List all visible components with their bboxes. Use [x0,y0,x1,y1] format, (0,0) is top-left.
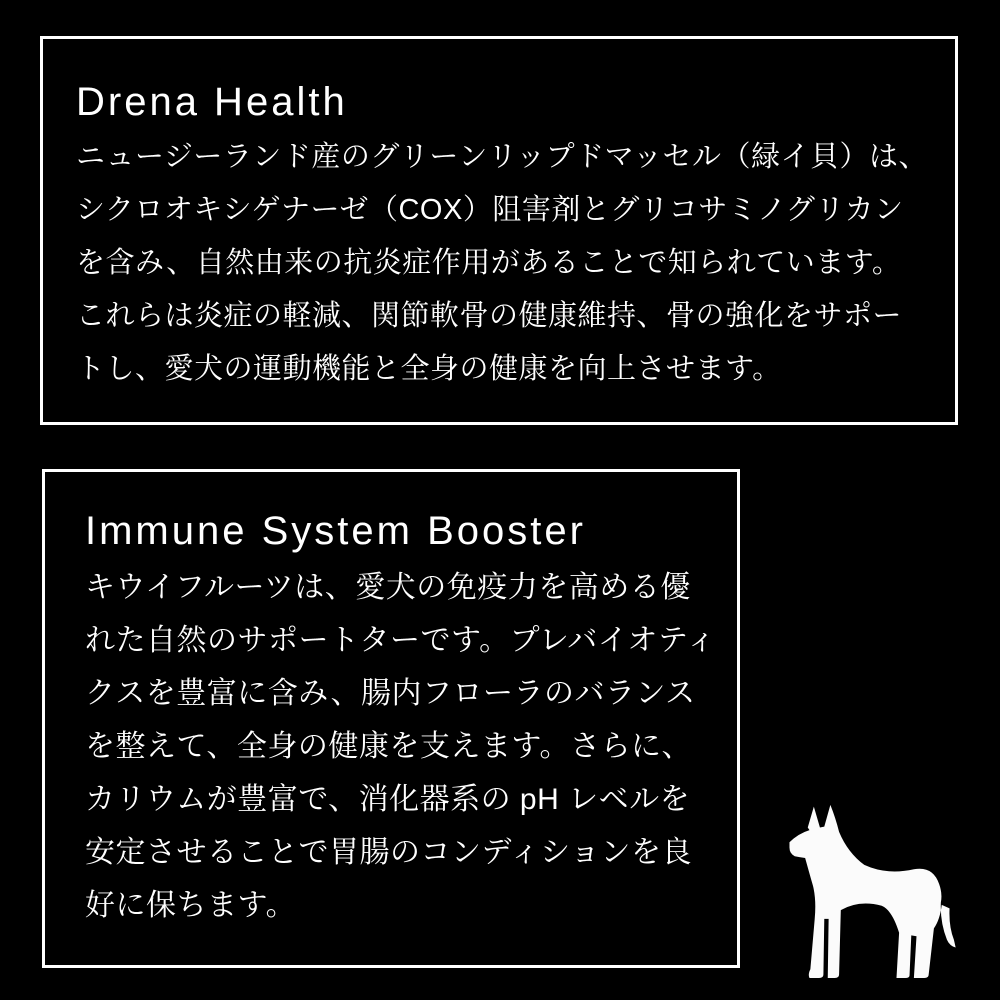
health-section-body [76,131,929,396]
body-line: クスを豊富に含み、腸内フローラのバランス [85,677,696,710]
body-line: 安定させることで胃腸のコンディションを良 [85,836,692,869]
body-line: カリウムが豊富で、消化器系の pH レベルを [85,783,691,816]
body-line: ニュージーランド産のグリーンリップドマッセル（緑イ貝）は、 [76,141,929,173]
health-section-title: Drena Health [76,80,348,124]
body-line: を含み、自然由来の抗炎症作用があることで知られています。 [76,247,902,279]
body-line: 好に保ちます。 [85,889,297,922]
immune-section-body [85,561,719,932]
dog-silhouette-icon [786,802,960,980]
body-line: を整えて、全身の健康を支えます。さらに、 [85,730,692,763]
body-line: これらは炎症の軽減、関節軟骨の健康維持、骨の強化をサポー [76,300,903,332]
health-benefits-panel [40,36,958,425]
immune-booster-panel [42,469,740,968]
body-line: れた自然のサポートターです。プレバイオティ [85,624,717,657]
body-line: トし、愛犬の運動機能と全身の健康を向上させます。 [76,353,782,385]
body-line: シクロオキシゲナーゼ（COX）阻害剤とグリコサミノグリカン [76,194,904,226]
body-line: キウイフルーツは、愛犬の免疫力を高める優 [85,571,691,604]
immune-section-title: Immune System Booster [85,509,586,553]
